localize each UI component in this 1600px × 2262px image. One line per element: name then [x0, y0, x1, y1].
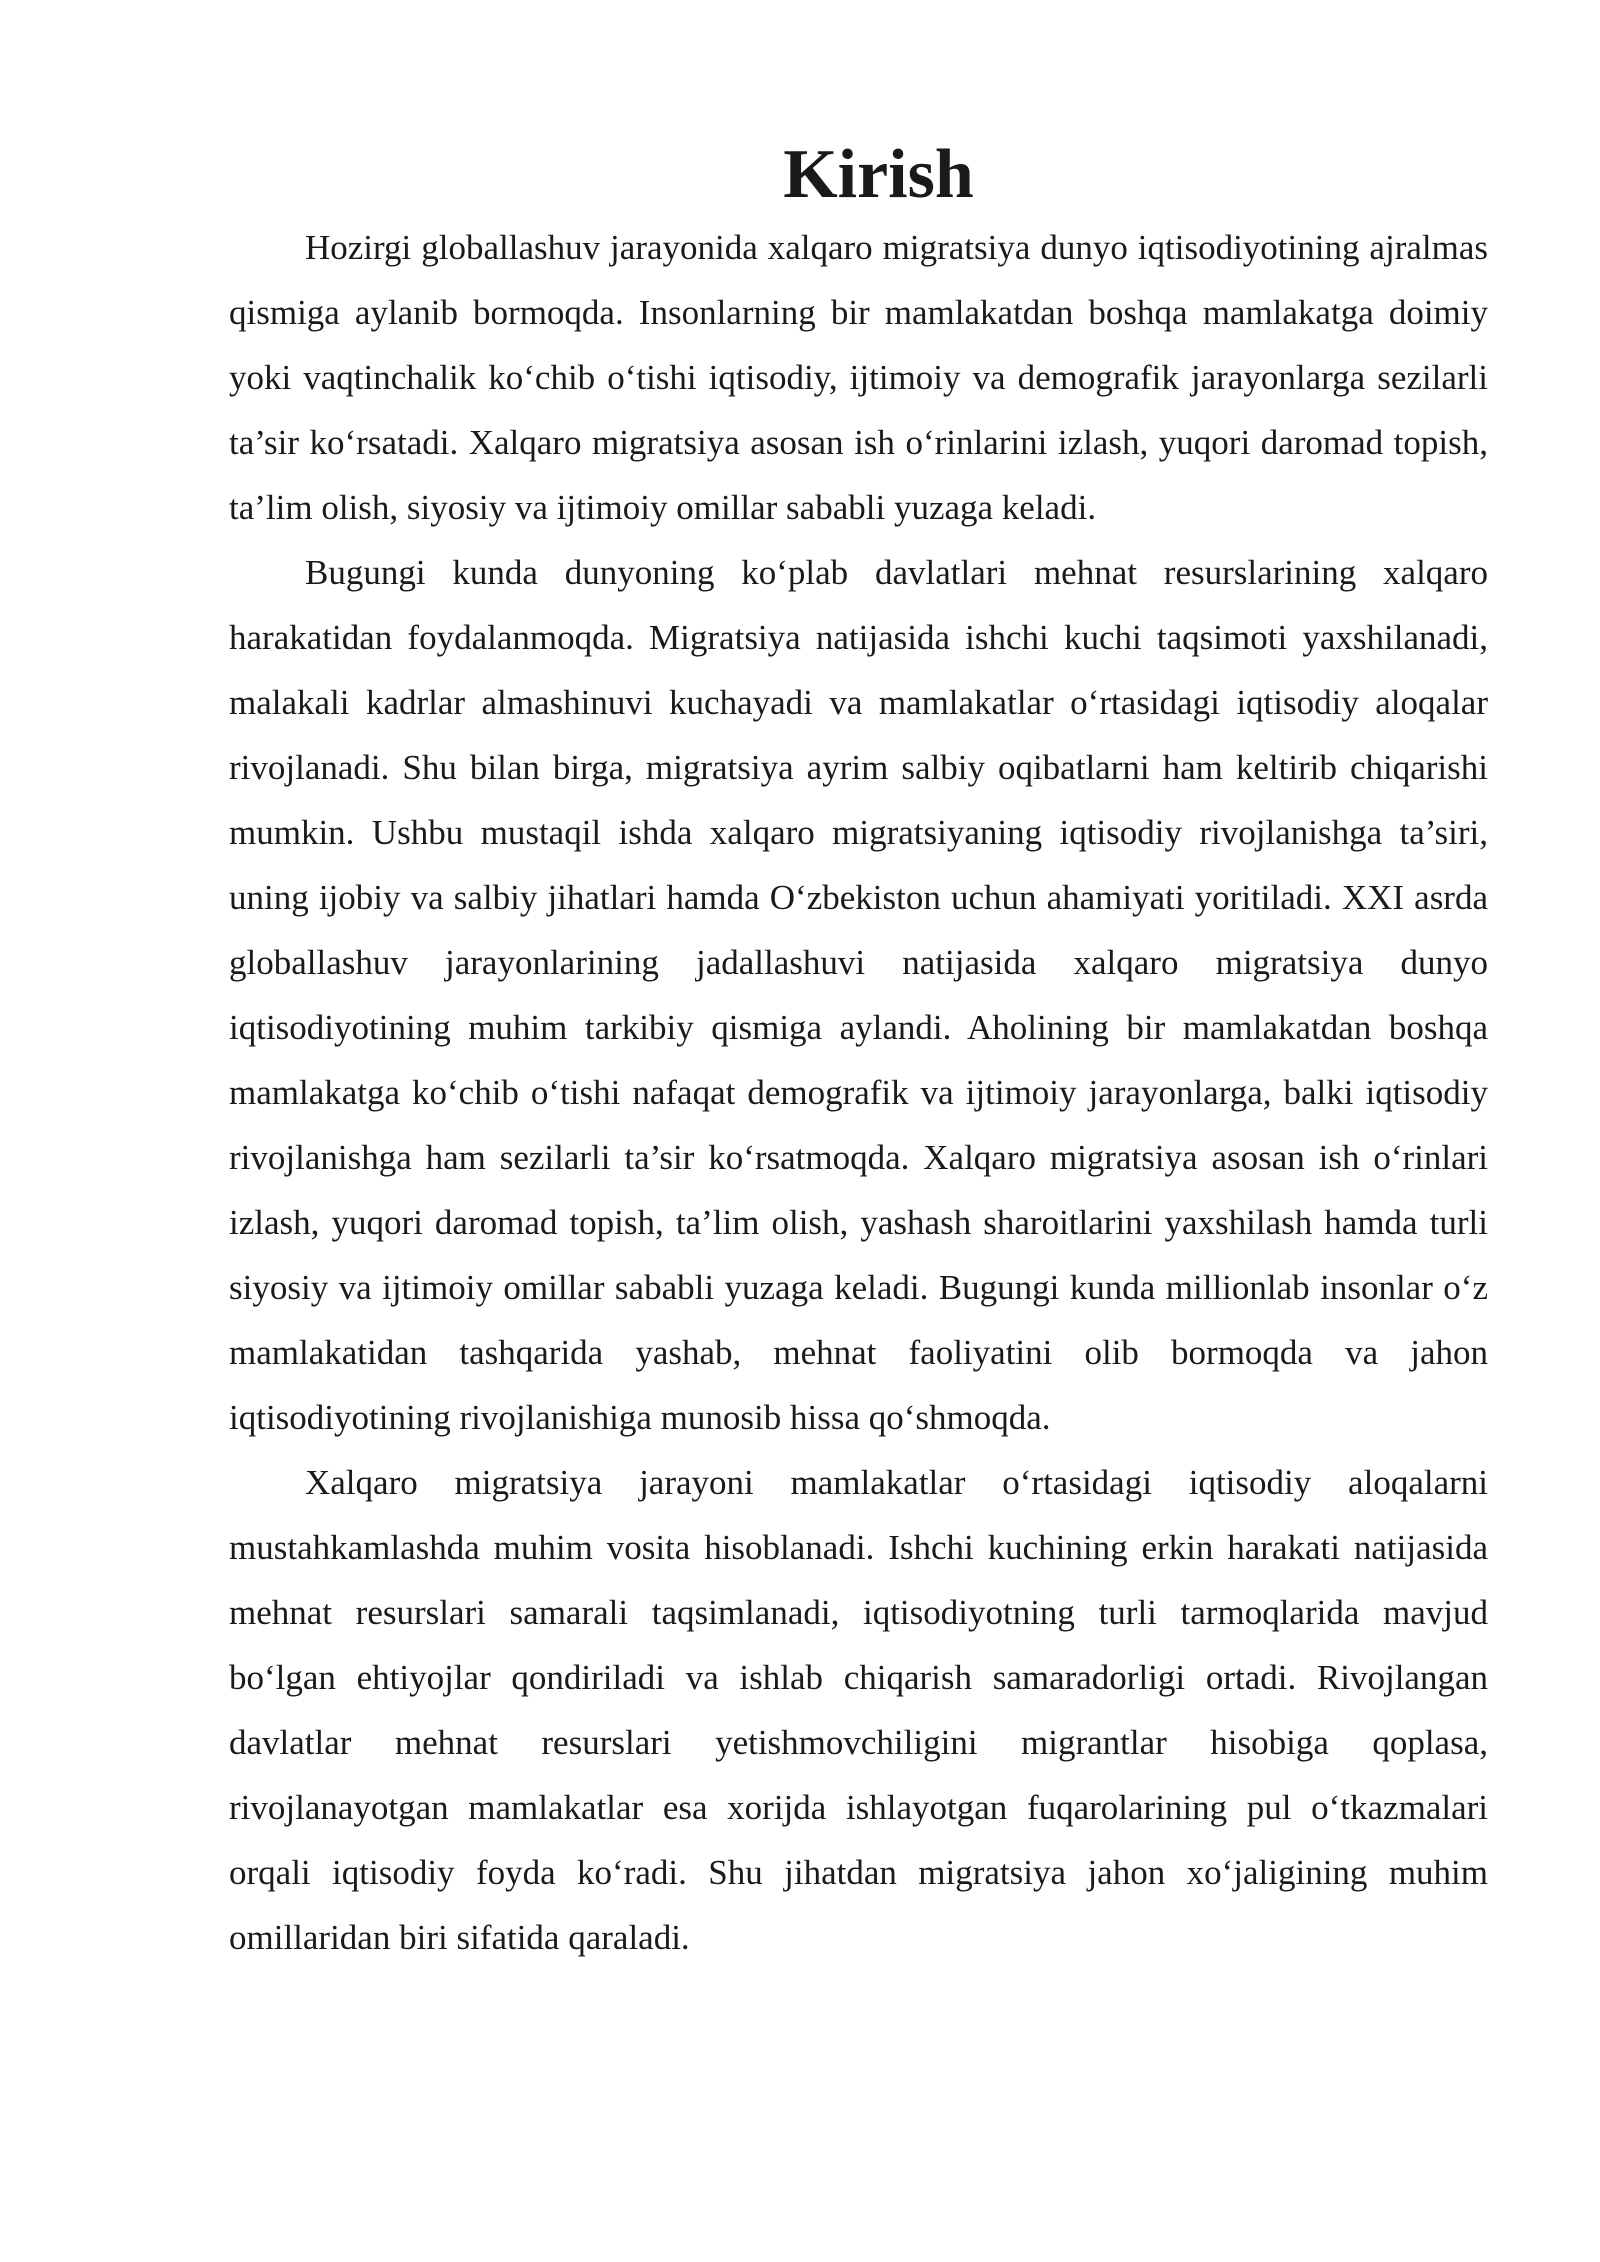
paragraph-3: Xalqaro migratsiya jarayoni mamlakatlar o‘rtasidagi iqtisodiy aloqalarni mustahkamlashda muhim vosita hisoblanadi. Ishchi kuchining erkin harakati natijasida mehnat resurslari samarali taqsimlanadi, iqtisodiyotning turli tarmoqlarida mavjud bo‘lgan ehtiyojlar qondiriladi va ishlab chiqarish samaradorligi ortadi. Rivojlangan davlatlar mehnat resurslari yetishmovchiligini migrantlar hisobiga qoplasa, rivojlanayotgan mamlakatlar esa xorijda ishlayotgan fuqarolarining pul o‘tkazmalari orqali iqtisodiy foyda ko‘radi. Shu jihatdan migratsiya jahon xo‘jaligining muhim omillaridan biri sifatida qaraladi. [229, 1463, 1488, 1957]
page-title: Kirish [783, 136, 974, 213]
document-page [229, 136, 1488, 1970]
paragraph-1: Hozirgi globallashuv jarayonida xalqaro migratsiya dunyo iqtisodiyotining ajralmas qismiga aylanib bormoqda. Insonlarning bir mamlakatdan boshqa mamlakatga doimiy yoki vaqtinchalik ko‘chib o‘tishi iqtisodiy, ijtimoiy va demografik jarayonlarga sezilarli ta’sir ko‘rsatadi. Xalqaro migratsiya asosan ish o‘rinlarini izlash, yuqori daromad topish, ta’lim olish, siyosiy va ijtimoiy omillar sababli yuzaga keladi. [229, 228, 1488, 527]
paragraph-2: Bugungi kunda dunyoning ko‘plab davlatlari mehnat resurslarining xalqaro harakatidan foydalanmoqda. Migratsiya natijasida ishchi kuchi taqsimoti yaxshilanadi, malakali kadrlar almashinuvi kuchayadi va mamlakatlar o‘rtasidagi iqtisodiy aloqalar rivojlanadi. Shu bilan birga, migratsiya ayrim salbiy oqibatlarni ham keltirib chiqarishi mumkin. Ushbu mustaqil ishda xalqaro migratsiyaning iqtisodiy rivojlanishga ta’siri, uning ijobiy va salbiy jihatlari hamda O‘zbekiston uchun ahamiyati yoritiladi. XXI asrda globallashuv jarayonlarining jadallashuvi natijasida xalqaro migratsiya dunyo iqtisodiyotining muhim tarkibiy qismiga aylandi. Aholining bir mamlakatdan boshqa mamlakatga ko‘chib o‘tishi nafaqat demografik va ijtimoiy jarayonlarga, balki iqtisodiy rivojlanishga ham sezilarli ta’sir ko‘rsatmoqda. Xalqaro migratsiya asosan ish o‘rinlari izlash, yuqori daromad topish, ta’lim olish, yashash sharoitlarini yaxshilash hamda turli siyosiy va ijtimoiy omillar sababli yuzaga keladi. Bugungi kunda millionlab insonlar o‘z mamlakatidan tashqarida yashab, mehnat faoliyatini olib bormoqda va jahon iqtisodiyotining rivojlanishiga munosib hissa qo‘shmoqda. [229, 553, 1488, 1437]
